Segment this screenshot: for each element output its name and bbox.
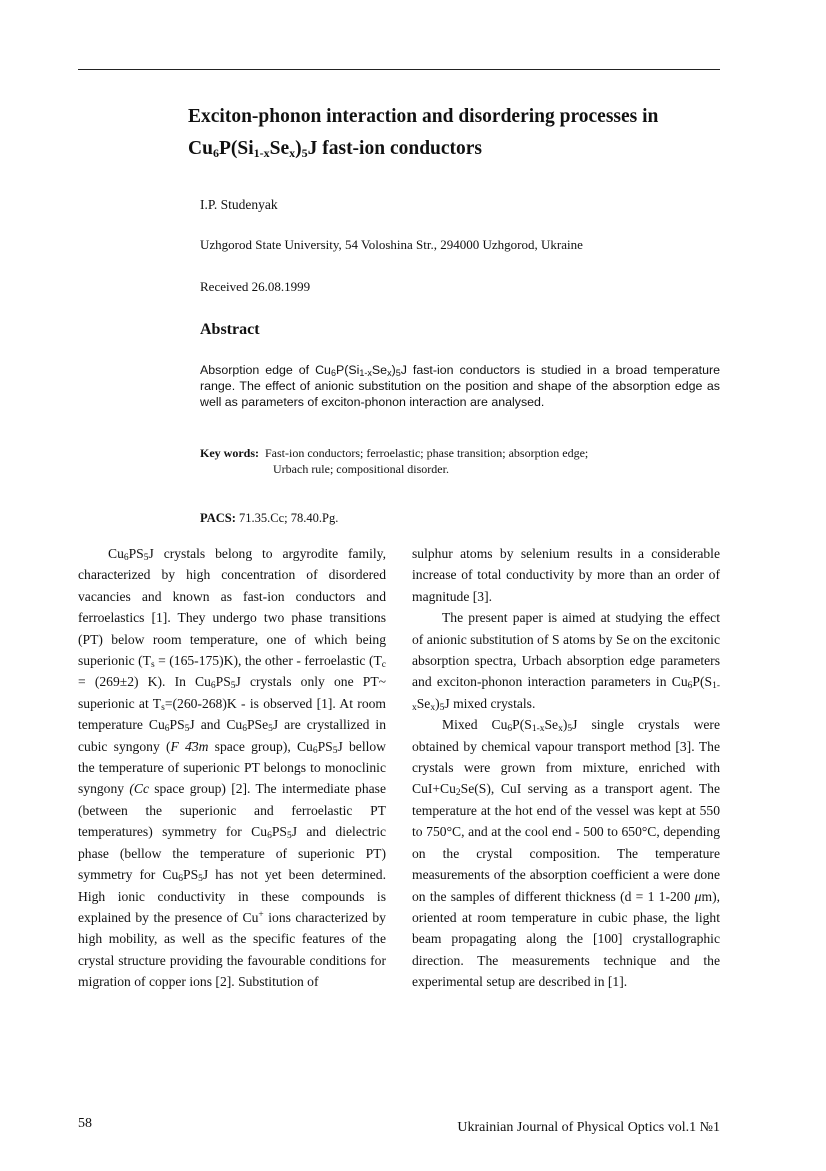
pacs <box>200 511 338 526</box>
abstract-text: Absorption edge of $Cu_6P(Si_{1-x}Se_x)_5J$ fast-ion conductors is studied in a broad temperature range. The effect of anionic substitution on the position and shape of the absorption edge as well as parameters of exciton-phonon interaction are analysed. <box>200 363 720 409</box>
paragraph: The present paper is aimed at studying the effect of anionic substitution of S atoms by Se on the excitonic absorption spectra, Urbach absorption edge parameters and exciton-phonon interaction parameters in $Cu_6P(S_{1-x}Se_x)_5J$ mixed crystals. <box>412 610 720 713</box>
paragraph: Mixed $Cu_6P(S_{1-x}Se_x)_5J$ single crystals were obtained by chemical vapour transport method [3]. The crystals were grown from mixture, enriched with $CuI+Cu_2Se(S)$, CuI serving as a transport agent. The temperature at the hot end of the vessel was kept at 550 to 750°C, and at the cool end - 500 to 650°C, depending on the crystal composition. The temperature measurements of the absorption coefficient a were done on the samples of different thickness (d = 1 1-200 μm), oriented at room temperature in cubic phase, the light beam propagating along the [100] crystallographic direction. The measurements technique and the experimental setup are described in [1]. <box>412 717 720 990</box>
paragraph: $Cu_6PS_5J$ crystals belong to argyrodite family, characterized by high concentration of disordered vacancies and known as fast-ion conductors and ferroelastics [1]. They undergo two phase transitions (PT) below room temperature, one of which being superionic $(T_s = (165-175)K)$, the other - ferroelastic ($T_c = (269\pm 2)$ K). In $Cu_6PS_5J$ crystals only one PT~ superionic at $T_s=(260-268)K$ - is observed [1]. At room temperature $Cu_6PS_5J$ and $Cu_6PSe_5J$ are crystallized in cubic syngony (F 4̄3m space group), $Cu_6PS_5J$ bellow the temperature of superionic PT belongs to monoclinic syngony (Cc space group) [2]. The intermediate phase (between the superionic and ferroelastic PT temperatures) symmetry for $Cu_6PS_5J$ and dielectric phase (bellow the temperature of superionic PT) symmetry for $Cu_6PS_5J$ has not yet been determined. High ionic conductivity in these compounds is explained by the presence of Cu+ ions characterized by high mobility, as well as the specific features of the crystal structure providing the favourable conditions for migration of copper ions [2]. Substitution of <box>78 546 386 990</box>
page-number: 58 <box>78 1116 92 1131</box>
abstract-heading: Abstract <box>200 321 260 338</box>
authors: I.P. Studenyak <box>200 197 278 212</box>
keywords-line-2: Urbach rule; compositional disorder. <box>273 462 449 476</box>
keywords-label: Key words: <box>200 446 259 460</box>
title-line-2: $Cu_6P(Si_{1-x}Se_x)_5J$ fast-ion conductors <box>188 138 483 160</box>
pacs-value: 71.35.Cc; 78.40.Pg. <box>239 511 339 525</box>
body-column-left <box>78 543 386 993</box>
received-date: Received 26.08.1999 <box>200 279 311 294</box>
title-line-1: Exciton-phonon interaction and disordering processes in <box>188 106 659 127</box>
paper-title <box>188 101 748 165</box>
journal-footer: Ukrainian Journal of Physical Optics vol.1 №1 <box>457 1120 720 1135</box>
body-column-right <box>412 543 720 993</box>
affiliation: Uzhgorod State University, 54 Voloshina Str., 294000 Uzhgorod, Ukraine <box>200 237 583 252</box>
keywords <box>200 445 720 477</box>
keywords-line-1: Fast-ion conductors; ferroelastic; phase transition; absorption edge; <box>265 446 589 460</box>
paragraph: sulphur atoms by selenium results in a considerable increase of total conductivity by more than an order of magnitude [3]. <box>412 546 720 604</box>
header-rule <box>78 69 720 70</box>
pacs-label: PACS: <box>200 511 236 525</box>
